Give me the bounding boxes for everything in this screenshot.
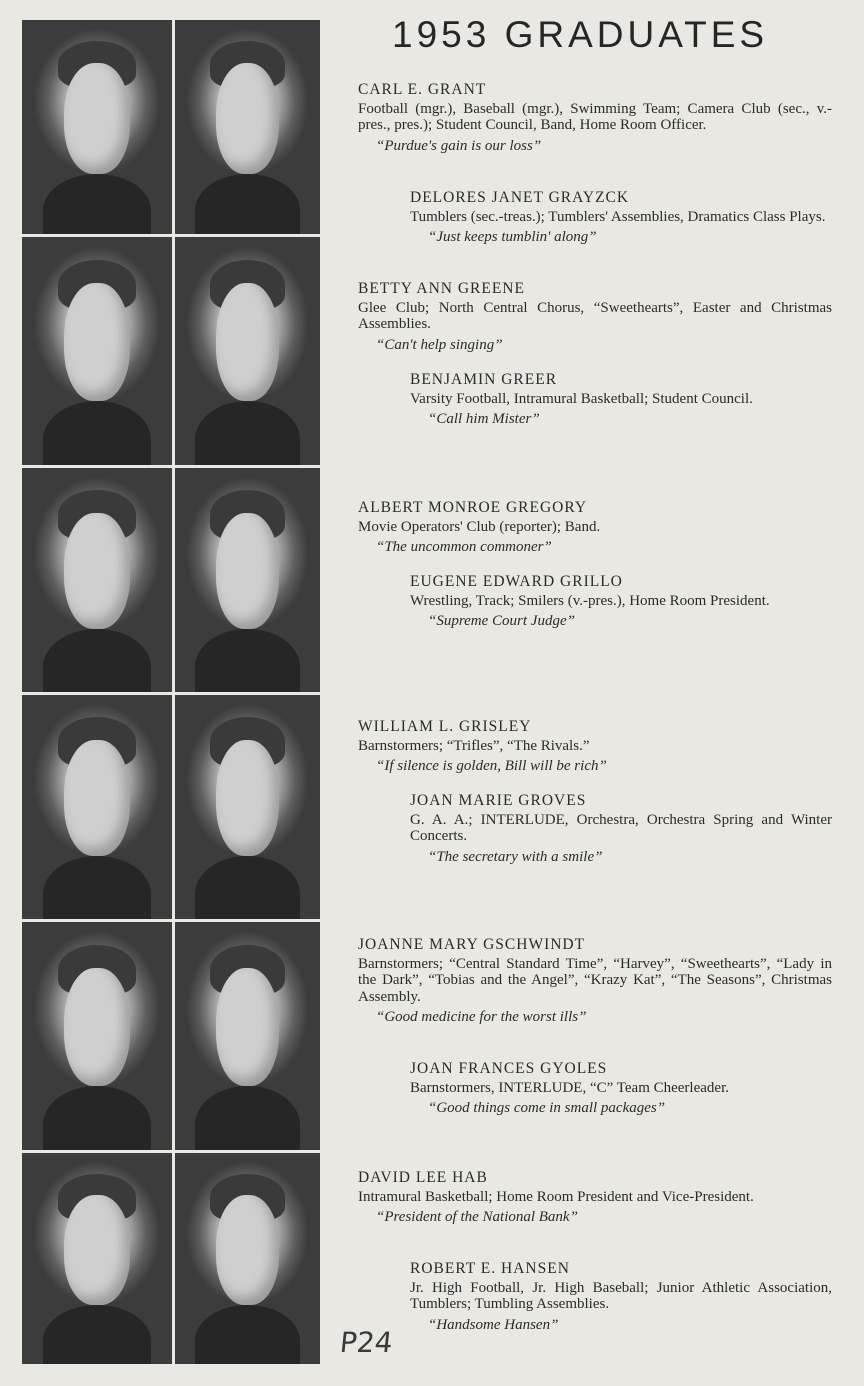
portrait-photo bbox=[175, 20, 320, 234]
graduate-quote: “Can't help singing” bbox=[376, 336, 503, 353]
graduate-activities: Glee Club; North Central Chorus, “Sweethearts”, Easter and Christmas Assemblies. bbox=[358, 299, 832, 332]
graduate-activities: Barnstormers; “Trifles”, “The Rivals.” bbox=[358, 737, 590, 754]
portrait-photo bbox=[175, 695, 320, 919]
graduate-activities: Wrestling, Track; Smilers (v.-pres.), Home Room President. bbox=[410, 592, 770, 609]
graduate-name: BETTY ANN GREENE bbox=[358, 280, 525, 297]
portrait-photo bbox=[22, 237, 172, 465]
graduate-quote: “If silence is golden, Bill will be rich” bbox=[376, 758, 607, 774]
portrait-photo bbox=[175, 1153, 320, 1364]
graduate-quote: “Good medicine for the worst ills” bbox=[376, 1009, 587, 1025]
graduate-entry bbox=[358, 82, 832, 154]
graduate-quote: “The secretary with a smile” bbox=[428, 848, 603, 865]
graduate-activities: Intramural Basketball; Home Room President and Vice-President. bbox=[358, 1188, 754, 1205]
graduate-name: JOAN FRANCES GYOLES bbox=[410, 1060, 608, 1077]
graduate-entry bbox=[410, 190, 832, 246]
graduate-quote: “The uncommon commoner” bbox=[376, 539, 552, 555]
page-title: 1953 GRADUATES bbox=[392, 14, 769, 55]
graduate-entry bbox=[410, 574, 832, 630]
graduate-activities: Barnstormers, INTERLUDE, “C” Team Cheerleader. bbox=[410, 1079, 729, 1096]
portrait-photo bbox=[22, 20, 172, 234]
graduate-quote: “Supreme Court Judge” bbox=[428, 613, 575, 629]
graduate-activities: Barnstormers; “Central Standard Time”, “Harvey”, “Sweethearts”, “Lady in the Dark”, “Tobias and the Angel”, “Krazy Kat”, “The Seasons”, Christmas Assembly. bbox=[358, 955, 832, 1005]
graduate-name: DELORES JANET GRAYZCK bbox=[410, 189, 630, 206]
graduate-activities: Football (mgr.), Baseball (mgr.), Swimming Team; Camera Club (sec., v.-pres., pres.); Student Council, Band, Home Room Officer. bbox=[358, 100, 832, 133]
portrait-photo bbox=[22, 468, 172, 692]
portrait-photo bbox=[22, 922, 172, 1150]
graduate-entry bbox=[410, 1261, 832, 1333]
graduate-name: DAVID LEE HAB bbox=[358, 1169, 488, 1186]
graduate-name: JOANNE MARY GSCHWINDT bbox=[358, 936, 586, 953]
graduate-entry bbox=[358, 937, 832, 1026]
graduate-entry bbox=[358, 719, 832, 775]
graduate-entry bbox=[358, 500, 832, 556]
graduate-name: ALBERT MONROE GREGORY bbox=[358, 499, 588, 516]
graduate-activities: Movie Operators' Club (reporter); Band. bbox=[358, 518, 601, 535]
portrait-photo bbox=[175, 468, 320, 692]
page-number: P24 bbox=[338, 1326, 395, 1359]
graduate-quote: “Handsome Hansen” bbox=[428, 1316, 559, 1333]
portrait-photo bbox=[22, 695, 172, 919]
graduate-quote: “Call him Mister” bbox=[428, 411, 540, 427]
graduate-activities: G. A. A.; INTERLUDE, Orchestra, Orchestra Spring and Winter Concerts. bbox=[410, 811, 832, 844]
portrait-photo bbox=[22, 1153, 172, 1364]
graduate-quote: “President of the National Bank” bbox=[376, 1209, 578, 1225]
graduate-name: BENJAMIN GREER bbox=[410, 371, 558, 388]
graduate-name: ROBERT E. HANSEN bbox=[410, 1260, 570, 1277]
graduate-quote: “Purdue's gain is our loss” bbox=[376, 137, 542, 154]
graduate-entry bbox=[410, 793, 832, 865]
graduate-quote: “Just keeps tumblin' along” bbox=[428, 229, 597, 245]
graduate-entry bbox=[358, 1170, 832, 1226]
graduate-entry bbox=[358, 281, 832, 353]
portrait-photo bbox=[175, 922, 320, 1150]
graduate-entry bbox=[410, 372, 832, 428]
graduate-activities: Tumblers (sec.-treas.); Tumblers' Assemblies, Dramatics Class Plays. bbox=[410, 208, 826, 225]
portrait-grid bbox=[22, 20, 320, 1364]
graduate-activities: Varsity Football, Intramural Basketball; Student Council. bbox=[410, 390, 753, 407]
graduate-name: JOAN MARIE GROVES bbox=[410, 792, 587, 809]
portrait-photo bbox=[175, 237, 320, 465]
graduate-entry bbox=[410, 1061, 832, 1117]
graduate-name: CARL E. GRANT bbox=[358, 81, 487, 98]
graduate-name: WILLIAM L. GRISLEY bbox=[358, 718, 532, 735]
graduate-quote: “Good things come in small packages” bbox=[428, 1100, 666, 1116]
graduate-name: EUGENE EDWARD GRILLO bbox=[410, 573, 623, 590]
graduate-activities: Jr. High Football, Jr. High Baseball; Junior Athletic Association, Tumblers; Tumbling Assemblies. bbox=[410, 1279, 832, 1312]
